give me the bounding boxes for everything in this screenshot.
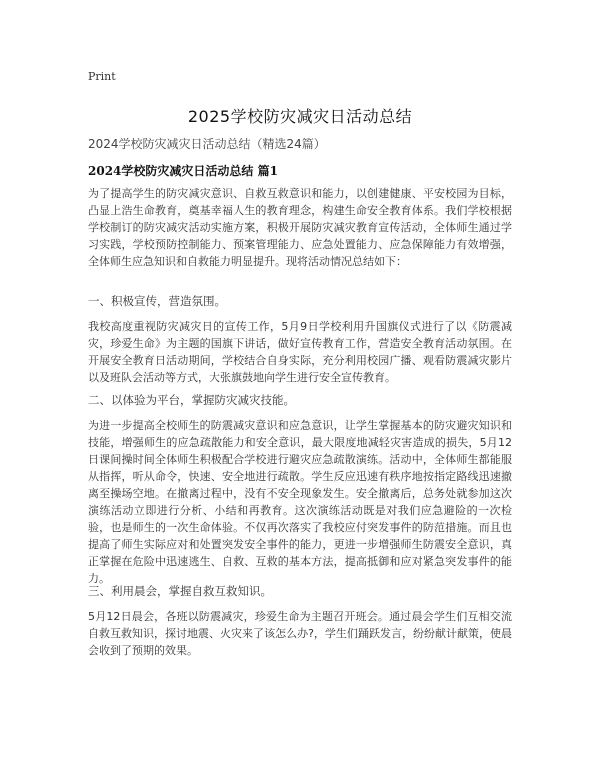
- paragraph-3: 5月12日晨会，各班以防震减灾，珍爱生命为主题召开班会。通过晨会学生们互相交流自救互救知识，探讨地震、火灾来了该怎么办?，学生们踊跃发言，纷纷献计献策，使晨会收到了预期的效果。: [88, 610, 512, 657]
- list-heading-1: 一、积极宣传，营造氛围。: [88, 294, 226, 308]
- section-heading: 2024学校防灾减灾日活动总结 篇1: [88, 164, 278, 178]
- paragraph-1: 我校高度重视防灾减灾日的宣传工作，5月9日学校利用升国旗仪式进行了以《防震减灾，珍爱生命》为主题的国旗下讲话，做好宣传教育工作，营造安全教育活动氛围。在开展安全教育日活动期间，学校结合自身实际，充分利用校园广播、观看防震减灾影片以及班队会活动等方式，大张旗鼓地向学生进行安全宣传教育。: [88, 320, 512, 384]
- list-heading-3: 三、利用晨会，掌握自救互救知识。: [88, 584, 272, 598]
- print-link[interactable]: Print: [88, 70, 116, 83]
- list-heading-2: 二、以体验为平台，掌握防灾减灾技能。: [88, 393, 295, 407]
- paragraph-intro: 为了提高学生的防灾减灾意识、自救互救意识和能力，以创建健康、平安校园为目标，凸显上浩生命教育，奠基幸福人生的教育理念，构建生命安全教育体系。我们学校根据学校制订的防灾减灾活动实施方案，积极开展防灾减灾教育宣传活动，全体师生通过学习实践，学校预防控制能力、预案管理能力、应急处置能力、应急保障能力有效增强，全体师生应急知识和自救能力明显提升。现将活动情况总结如下：: [88, 187, 512, 268]
- document-subtitle: 2024学校防灾减灾日活动总结（精选24篇）: [88, 137, 326, 151]
- paragraph-2: 为进一步提高全校师生的防震减灾意识和应急意识，让学生掌握基本的防灾避灾知识和技能，增强师生的应急疏散能力和安全意识，最大限度地减轻灾害造成的损失，5月12日课间操时间全体师生积极配合学校进行避灾应急疏散演练。活动中，全体师生都能服从指挥，听从命令，快速、安全地进行疏散。学生反应迅速有秩序地按指定路线迅速撤离至操场空地。在撤离过程中，没有不安全现象发生。安全撤离后，总务处就参加这次演练活动立即进行分析、小结和再教育。这次演练活动既是对我们应急避险的一次检验，也是师生的一次生命体验。不仅再次落实了我校应付突发事件的防范措施。而且也提高了师生实际应对和处置突发安全事件的能力，更进一步增强师生防震安全意识，真正掌握在危险中迅速逃生、自救、互救的基本方法，提高抵御和应对紧急突发事件的能力。: [88, 419, 512, 585]
- document-title: 2025学校防灾减灾日活动总结: [187, 107, 413, 126]
